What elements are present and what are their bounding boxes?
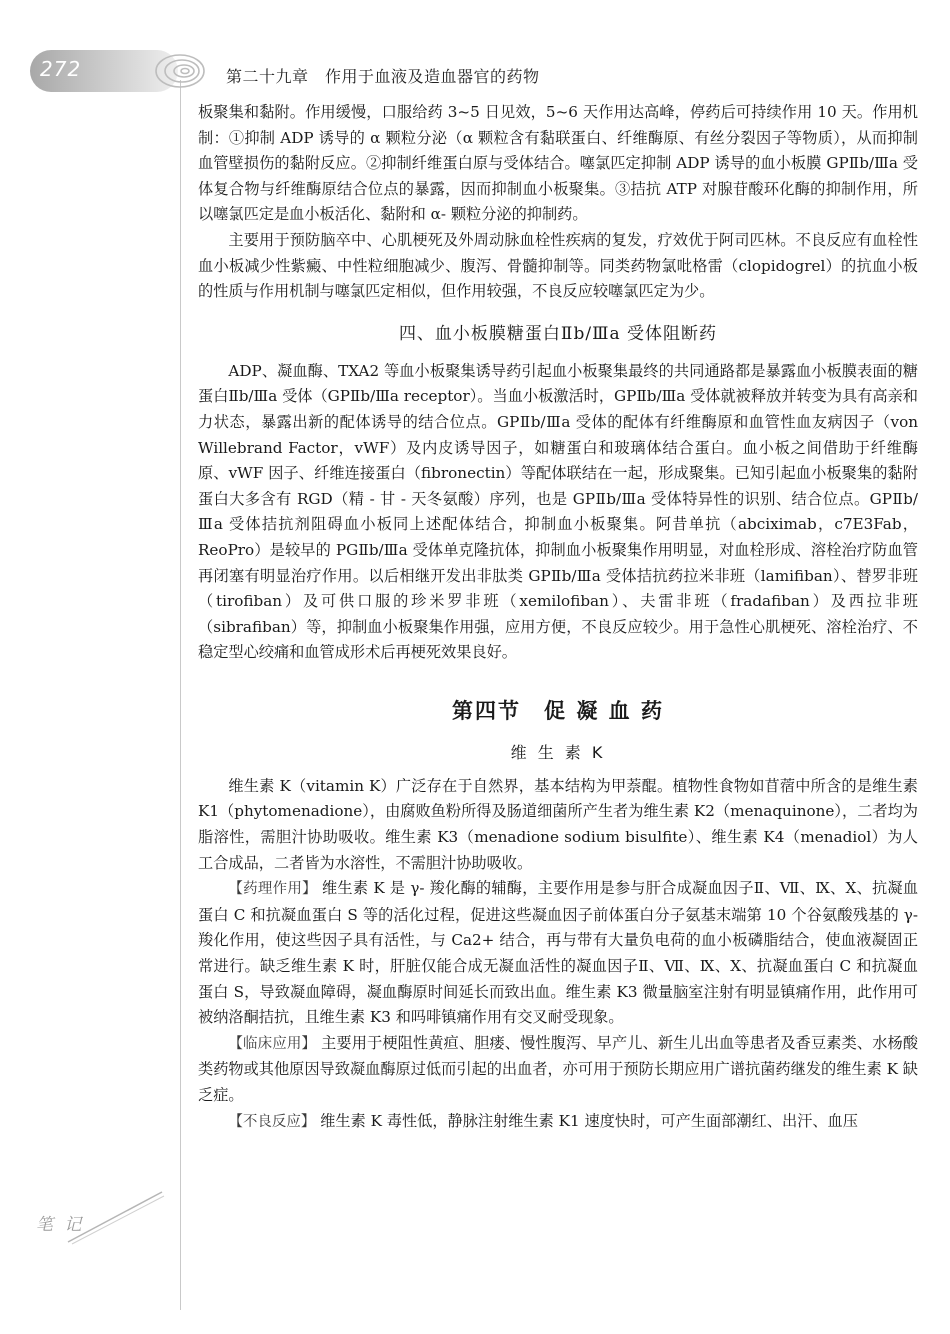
paragraph — [198, 1031, 918, 1109]
paragraph: 板聚集和黏附。作用缓慢，口服给药 3~5 日见效，5~6 天作用达高峰，停药后可持续作用 10 天。作用机制：①抑制 ADP 诱导的 α 颗粒分泌（α 颗粒含有黏联蛋白、纤维酶原、有丝分裂因子等物质），从而抑制血管壁损伤的黏附反应。②抑制纤维蛋白原与受体结合。噻氯匹定抑制 ADP 诱导的血小板膜 GPⅡb/Ⅲa 受体复合物与纤维酶原结合位点的暴露，因而抑制血小板聚集。③拮抗 ATP 对腺苷酸环化酶的抑制作用，所以噻氯匹定是血小板活化、黏附和 α- 颗粒分泌的抑制药。 — [198, 103, 918, 224]
swirl-ornament-icon — [150, 45, 220, 97]
paragraph-text: 维生素 K 毒性低，静脉注射维生素 K1 速度快时，可产生面部潮红、出汗、血压 — [320, 1111, 858, 1130]
main-text — [198, 100, 918, 1135]
paragraph-text: 维生素 K 是 γ- 羧化酶的辅酶，主要作用是参与肝合成凝血因子Ⅱ、Ⅶ、Ⅸ、Ⅹ、抗凝血蛋白 C 和抗凝血蛋白 S 等的活化过程，促进这些凝血因子前体蛋白分子氨基末端第 10 个谷氨酸残基的 γ- 羧化作用，使这些因子具有活性，与 Ca2+ 结合，再与带有大量负电荷的血小板磷脂结合，使血液凝固正常进行。缺乏维生素 K 时，肝脏仅能合成无凝血活性的凝血因子Ⅱ、Ⅶ、Ⅸ、Ⅹ、抗凝血蛋白 C 和抗凝血蛋白 S，导致凝血障碍，凝血酶原时间延长而致出血。维生素 K3 微量脑室注射有明显镇痛作用，此作用可被纳洛酮拮抗，且维生素 K3 和吗啡镇痛作用有交叉耐受现象。 — [198, 879, 919, 1027]
paragraph-label: 【药理作用】 — [228, 881, 317, 898]
pen-icon — [60, 1188, 170, 1248]
paragraph: 维生素 K（vitamin K）广泛存在于自然界，基本结构为甲萘醌。植物性食物如苜蓿中所含的是维生素 K1（phytomenadione），由腐败鱼粉所得及肠道细菌所产生者为维生素 K2（menaquinone），二者均为脂溶性，需胆汁协助吸收。维生素 K3（menadione sodium bisulfite）、维生素 K4（menadiol）为人工合成品，二者皆为水溶性，不需胆汁协助吸收。 — [198, 776, 918, 872]
paragraph-label: 【不良反应】 — [228, 1113, 316, 1130]
paragraph-text: 主要用于梗阻性黄疸、胆瘘、慢性腹泻、早产儿、新生儿出血等患者及香豆素类、水杨酸类药物或其他原因导致凝血酶原过低而引起的出血者，亦可用于预防长期应用广谱抗菌药继发的维生素 K 缺乏症。 — [198, 1033, 919, 1104]
running-head: 第二十九章 作用于血液及造血器官的药物 — [226, 67, 540, 86]
drug-title: 维 生 素 K — [510, 742, 606, 762]
margin-rule — [180, 80, 181, 1310]
paragraph-label: 【临床应用】 — [228, 1035, 317, 1052]
paragraph: 主要用于预防脑卒中、心肌梗死及外周动脉血栓性疾病的复发，疗效优于阿司匹林。不良反应有血栓性血小板减少性紫癜、中性粒细胞减少、腹泻、骨髓抑制等。同类药物氯吡格雷（clopidogrel）的抗血小板的性质与作用机制与噻氯匹定相似，但作用较强，不良反应较噻氯匹定为少。 — [198, 230, 918, 301]
page-number: 272 — [40, 57, 82, 81]
section-title: 第四节 促 凝 血 药 — [452, 698, 664, 723]
notes-label: 笔 记 — [36, 1215, 85, 1235]
paragraph — [198, 876, 918, 1031]
paragraph: ADP、凝血酶、TXA2 等血小板聚集诱导药引起血小板聚集最终的共同通路都是暴露血小板膜表面的糖蛋白Ⅱb/Ⅲa 受体（GPⅡb/Ⅲa receptor）。当血小板激活时，GPⅡb/Ⅲa 受体就被释放并转变为具有高亲和力状态，暴露出新的配体诱导的结合位点。GPⅡb/Ⅲa 受体的配体有纤维酶原和血管性血友病因子（von Willebrand Factor，vWF）及内皮诱导因子，如糖蛋白和玻璃体结合蛋白。血小板之间借助于纤维酶原、vWF 因子、纤维连接蛋白（fibronectin）等配体联结在一起，形成聚集。已知引起血小板聚集的黏附蛋白大多含有 RGD（精 - 甘 - 天冬氨酸）序列，也是 GPⅡb/Ⅲa 受体特异性的识别、结合位点。GPⅡb/Ⅲa 受体拮抗剂阻碍血小板同上述配体结合，抑制血小板聚集。阿昔单抗（abciximab，c7E3Fab，ReoPro）是较早的 PGⅡb/Ⅲa 受体单克隆抗体，抑制血小板聚集作用明显，对血栓形成、溶栓治疗防血管再闭塞有明显治疗作用。以后相继开发出非肽类 GPⅡb/Ⅲa 受体拮抗药拉米非班（lamifiban）、替罗非班（tirofiban）及可供口服的珍米罗非班（xemilofiban）、夫雷非班（fradafiban）及西拉非班（sibrafiban）等，抑制血小板聚集作用强，应用方便，不良反应较少。用于急性心肌梗死、溶栓治疗、不稳定型心绞痛和血管成形术后再梗死效果良好。 — [198, 361, 918, 662]
subsection-heading: 四、血小板膜糖蛋白Ⅱb/Ⅲa 受体阻断药 — [398, 323, 718, 344]
paragraph — [198, 1109, 918, 1136]
